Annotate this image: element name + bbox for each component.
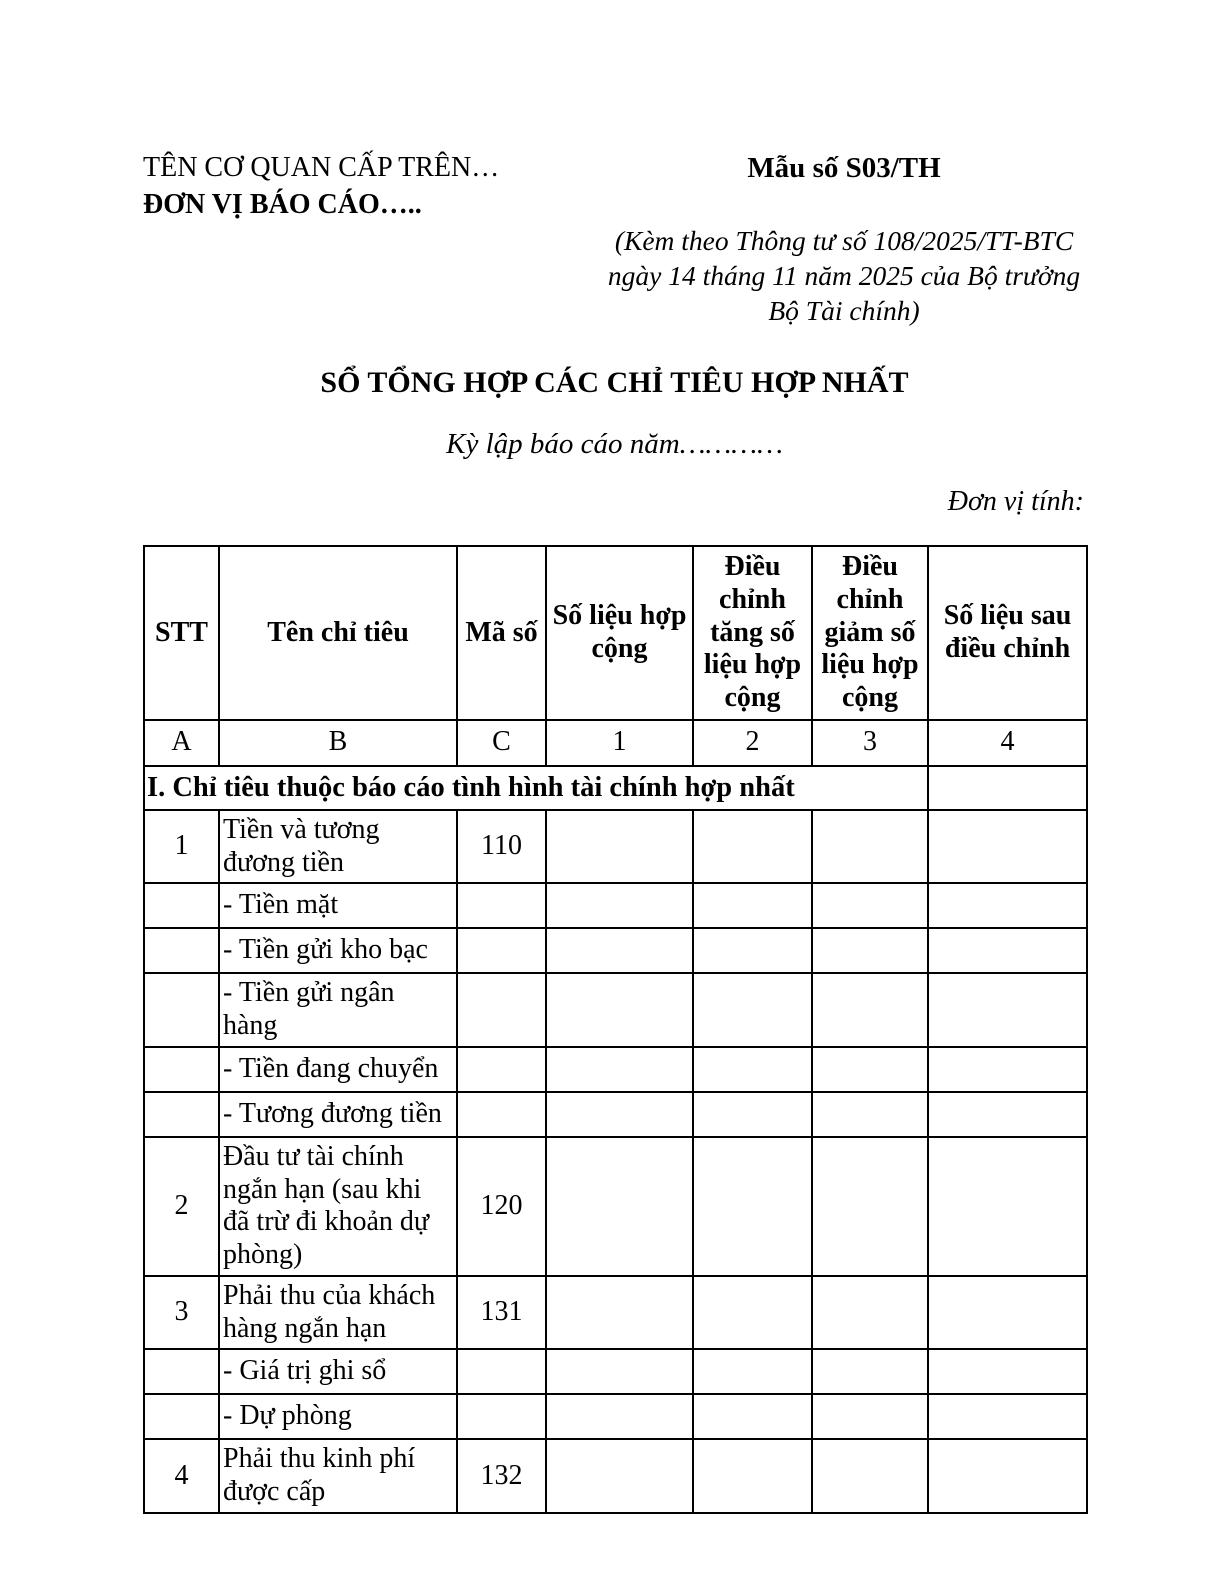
cell-value bbox=[693, 1092, 812, 1137]
col-key-4: 4 bbox=[928, 720, 1087, 766]
table-row bbox=[144, 1394, 1087, 1439]
row-code bbox=[457, 973, 546, 1047]
table-row bbox=[144, 1349, 1087, 1394]
col-header-combined-figure: Số liệu hợp cộng bbox=[546, 546, 693, 720]
cell-value bbox=[546, 1349, 693, 1394]
form-number: Mẫu số S03/TH bbox=[747, 152, 941, 184]
row-stt bbox=[144, 1349, 219, 1394]
reporting-unit-line: ĐƠN VỊ BÁO CÁO….. bbox=[143, 188, 422, 220]
cell-value bbox=[546, 1047, 693, 1092]
row-indicator-name: Phải thu kinh phí được cấp bbox=[219, 1439, 457, 1513]
cell-value bbox=[812, 1439, 928, 1513]
row-stt bbox=[144, 1092, 219, 1137]
table-row bbox=[144, 810, 1087, 884]
circular-note-line2: ngày 14 tháng 11 năm 2025 của Bộ trưởng bbox=[607, 260, 1081, 292]
cell-value bbox=[928, 1394, 1087, 1439]
row-stt bbox=[144, 928, 219, 973]
cell-value bbox=[693, 1276, 812, 1350]
cell-value bbox=[812, 1349, 928, 1394]
cell-value bbox=[812, 973, 928, 1047]
col-header-indicator-name: Tên chỉ tiêu bbox=[219, 546, 457, 720]
cell-value bbox=[928, 1349, 1087, 1394]
form-number-block bbox=[598, 152, 1090, 329]
cell-value bbox=[928, 766, 1087, 810]
col-header-decrease-adjustment: Điều chỉnh giảm số liệu hợp cộng bbox=[812, 546, 928, 720]
cell-value bbox=[928, 1439, 1087, 1513]
col-key-1: 1 bbox=[546, 720, 693, 766]
row-indicator-name: - Tiền đang chuyển bbox=[219, 1047, 457, 1092]
cell-value bbox=[693, 1047, 812, 1092]
cell-value bbox=[546, 810, 693, 884]
row-indicator-name: - Tương đương tiền bbox=[219, 1092, 457, 1137]
cell-value bbox=[693, 1349, 812, 1394]
section-header-row bbox=[144, 766, 1087, 810]
table-row bbox=[144, 883, 1087, 928]
row-code bbox=[457, 928, 546, 973]
cell-value bbox=[812, 1394, 928, 1439]
row-indicator-name: Đầu tư tài chính ngắn hạn (sau khi đã trừ đi khoản dự phòng) bbox=[219, 1137, 457, 1276]
row-code: 132 bbox=[457, 1439, 546, 1513]
cell-value bbox=[546, 1394, 693, 1439]
cell-value bbox=[546, 1439, 693, 1513]
row-code: 131 bbox=[457, 1276, 546, 1350]
row-code bbox=[457, 883, 546, 928]
row-indicator-name: - Tiền gửi ngân hàng bbox=[219, 973, 457, 1047]
cell-value bbox=[546, 973, 693, 1047]
row-stt bbox=[144, 1394, 219, 1439]
cell-value bbox=[928, 928, 1087, 973]
row-stt: 4 bbox=[144, 1439, 219, 1513]
col-key-2: 2 bbox=[693, 720, 812, 766]
column-key-row bbox=[144, 720, 1087, 766]
row-indicator-name: - Tiền mặt bbox=[219, 883, 457, 928]
col-key-c: C bbox=[457, 720, 546, 766]
unit-of-measure-label: Đơn vị tính: bbox=[947, 486, 1084, 517]
cell-value bbox=[693, 883, 812, 928]
cell-value bbox=[693, 1439, 812, 1513]
col-header-stt: STT bbox=[144, 546, 219, 720]
cell-value bbox=[546, 928, 693, 973]
consolidated-indicators-table bbox=[143, 545, 1088, 1514]
cell-value bbox=[546, 1092, 693, 1137]
table-header-row bbox=[144, 546, 1087, 720]
row-code bbox=[457, 1092, 546, 1137]
cell-value bbox=[812, 1276, 928, 1350]
circular-note bbox=[598, 223, 1090, 329]
row-stt bbox=[144, 1047, 219, 1092]
col-key-b: B bbox=[219, 720, 457, 766]
row-code bbox=[457, 1047, 546, 1092]
row-code: 110 bbox=[457, 810, 546, 884]
cell-value bbox=[693, 973, 812, 1047]
cell-value bbox=[812, 928, 928, 973]
table-row bbox=[144, 1439, 1087, 1513]
row-stt: 2 bbox=[144, 1137, 219, 1276]
cell-value bbox=[693, 928, 812, 973]
row-indicator-name: Tiền và tương đương tiền bbox=[219, 810, 457, 884]
cell-value bbox=[812, 1092, 928, 1137]
cell-value bbox=[812, 883, 928, 928]
report-period-line: Kỳ lập báo cáo năm………… bbox=[446, 428, 783, 460]
cell-value bbox=[693, 810, 812, 884]
col-header-code: Mã số bbox=[457, 546, 546, 720]
table-row bbox=[144, 973, 1087, 1047]
table-row bbox=[144, 1137, 1087, 1276]
cell-value bbox=[928, 1092, 1087, 1137]
table-row bbox=[144, 1092, 1087, 1137]
cell-value bbox=[546, 1137, 693, 1276]
cell-value bbox=[546, 1276, 693, 1350]
col-key-a: A bbox=[144, 720, 219, 766]
table-row bbox=[144, 1276, 1087, 1350]
row-indicator-name: - Dự phòng bbox=[219, 1394, 457, 1439]
cell-value bbox=[928, 1276, 1087, 1350]
cell-value bbox=[928, 973, 1087, 1047]
document-title: SỔ TỔNG HỢP CÁC CHỈ TIÊU HỢP NHẤT bbox=[320, 366, 909, 399]
row-stt bbox=[144, 883, 219, 928]
row-code bbox=[457, 1394, 546, 1439]
col-header-increase-adjustment: Điều chỉnh tăng số liệu hợp cộng bbox=[693, 546, 812, 720]
cell-value bbox=[812, 1047, 928, 1092]
section-header-label: I. Chỉ tiêu thuộc báo cáo tình hình tài chính hợp nhất bbox=[144, 766, 928, 810]
row-stt: 1 bbox=[144, 810, 219, 884]
row-stt: 3 bbox=[144, 1276, 219, 1350]
table-row bbox=[144, 1047, 1087, 1092]
cell-value bbox=[693, 1394, 812, 1439]
row-indicator-name: Phải thu của khách hàng ngắn hạn bbox=[219, 1276, 457, 1350]
cell-value bbox=[546, 883, 693, 928]
row-stt bbox=[144, 973, 219, 1047]
reporting-entity-block bbox=[143, 150, 499, 224]
circular-note-line1: (Kèm theo Thông tư số 108/2025/TT-BTC bbox=[614, 225, 1074, 256]
cell-value bbox=[693, 1137, 812, 1276]
cell-value bbox=[928, 810, 1087, 884]
col-key-3: 3 bbox=[812, 720, 928, 766]
row-indicator-name: - Tiền gửi kho bạc bbox=[219, 928, 457, 973]
cell-value bbox=[928, 1047, 1087, 1092]
table-row bbox=[144, 928, 1087, 973]
cell-value bbox=[812, 810, 928, 884]
cell-value bbox=[812, 1137, 928, 1276]
row-code bbox=[457, 1349, 546, 1394]
cell-value bbox=[928, 883, 1087, 928]
row-code: 120 bbox=[457, 1137, 546, 1276]
superior-agency-line: TÊN CƠ QUAN CẤP TRÊN… bbox=[143, 152, 500, 183]
cell-value bbox=[928, 1137, 1087, 1276]
circular-note-line3: Bộ Tài chính) bbox=[768, 295, 920, 327]
row-indicator-name: - Giá trị ghi sổ bbox=[219, 1349, 457, 1394]
col-header-adjusted-figure: Số liệu sau điều chỉnh bbox=[928, 546, 1087, 720]
